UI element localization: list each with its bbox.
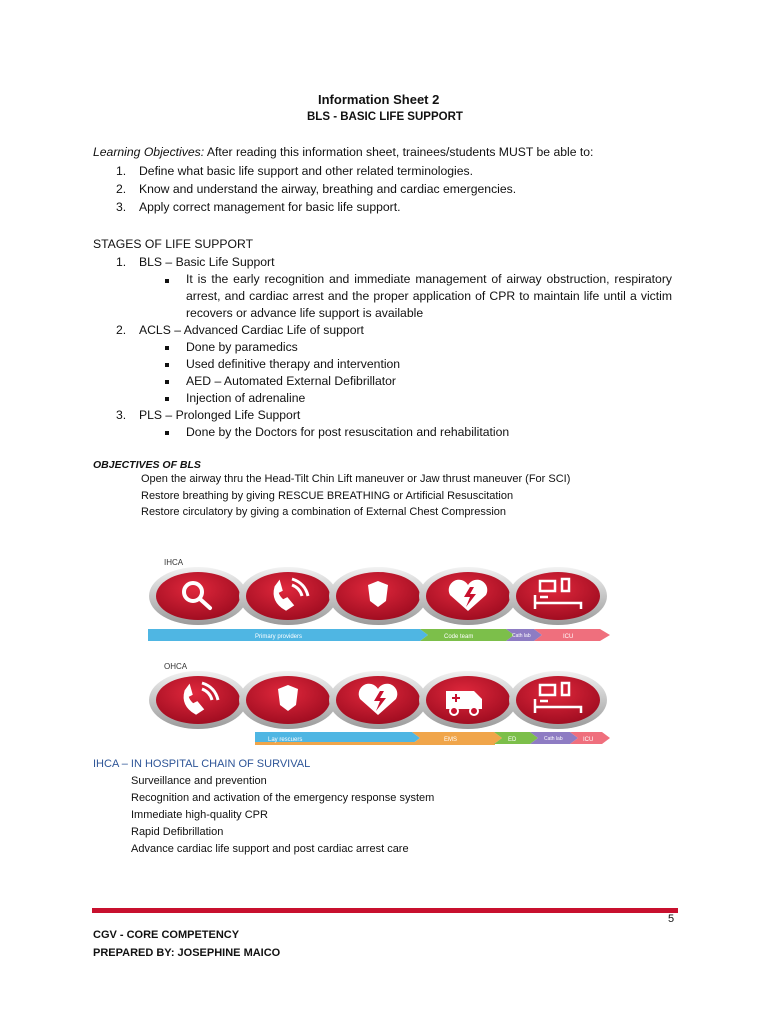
bar-label-cath-lab: Cath lab	[512, 633, 531, 639]
bar-label-code-team: Code team	[444, 634, 474, 640]
ohca-label: OHCA	[164, 662, 188, 671]
bls-objective-line: Restore circulatory by giving a combination of External Chest Compression	[141, 506, 506, 518]
ihca-chain-line: Recognition and activation of the emergency response system	[131, 792, 435, 804]
stage-title: BLS – Basic Life Support	[139, 255, 275, 269]
learning-objectives-label: Learning Objectives:	[93, 145, 205, 159]
bullet-marker	[165, 397, 169, 401]
bullet-marker	[165, 431, 169, 435]
stage-bullet: Done by the Doctors for post resuscitation and rehabilitation	[186, 425, 510, 439]
ihca-provider-bar	[148, 629, 610, 641]
objective-num: 3.	[116, 200, 127, 214]
stage-num: 2.	[116, 323, 127, 337]
ihca-label: IHCA	[164, 558, 184, 567]
stage-bullet: It is the early recognition and immediate management of airway obstruction, respiratory arrest, and cardiac arrest and the proper application of CPR to maintain life until a victim recovers or advance life support is available	[186, 272, 672, 320]
bar-label-primary-providers: Primary providers	[255, 634, 303, 640]
objective-item: Define what basic life support and other related terminologies.	[139, 164, 473, 178]
bullet-marker	[165, 380, 169, 384]
stages-heading: STAGES OF LIFE SUPPORT	[93, 237, 254, 251]
stage-bullet: Injection of adrenaline	[186, 391, 306, 405]
bullet-marker	[165, 279, 169, 283]
chain-of-survival-figure	[0, 545, 768, 755]
bar-label-icu: ICU	[563, 634, 574, 640]
ihca-chain-line: Surveillance and prevention	[131, 775, 267, 787]
stage-num: 3.	[116, 408, 127, 422]
stage-num: 1.	[116, 255, 127, 269]
bar-label-ems: EMS	[444, 737, 458, 743]
bullet-marker	[165, 346, 169, 350]
stage-bullet: AED – Automated External Defibrillator	[186, 374, 396, 388]
ihca-chain-line: Rapid Defibrillation	[131, 826, 224, 838]
footer-prepared-by: PREPARED BY: JOSEPHINE MAICO	[93, 947, 281, 959]
bls-objective-line: Open the airway thru the Head-Tilt Chin Lift maneuver or Jaw thrust maneuver (For SCI)	[141, 473, 571, 485]
ihca-chain-line: Advance cardiac life support and post cardiac arrest care	[131, 843, 409, 855]
stage-bullet: Used definitive therapy and intervention	[186, 357, 401, 371]
bls-objectives-heading: OBJECTIVES OF BLS	[93, 459, 201, 471]
ihca-chain-heading: IHCA – IN HOSPITAL CHAIN OF SURVIVAL	[93, 758, 311, 770]
bullet-marker	[165, 363, 169, 367]
ohca-provider-bar	[255, 732, 610, 745]
stage-bullet: Done by paramedics	[186, 340, 298, 354]
ihca-chain-line: Immediate high-quality CPR	[131, 809, 268, 821]
objective-num: 2.	[116, 182, 127, 196]
objective-item: Know and understand the airway, breathing and cardiac emergencies.	[139, 182, 517, 196]
learning-objectives-text: After reading this information sheet, trainees/students MUST be able to:	[204, 145, 594, 159]
bar-label-icu: ICU	[583, 737, 594, 743]
page-title: Information Sheet 2	[318, 92, 440, 107]
stage-title: PLS – Prolonged Life Support	[139, 408, 301, 422]
objective-num: 1.	[116, 164, 127, 178]
page-number: 5	[668, 913, 675, 925]
footer-competency: CGV - CORE COMPETENCY	[93, 929, 240, 941]
objective-item: Apply correct management for basic life support.	[139, 200, 401, 214]
bar-label-lay-rescuers: Lay rescuers	[268, 737, 303, 743]
bar-label-ed: ED	[508, 737, 517, 743]
stage-title: ACLS – Advanced Cardiac Life of support	[139, 323, 364, 337]
learning-objectives-lead	[93, 145, 593, 159]
bar-label-cath-lab: Cath lab	[544, 736, 563, 742]
footer-divider	[92, 908, 678, 913]
bls-objective-line: Restore breathing by giving RESCUE BREATHING or Artificial Resuscitation	[141, 490, 514, 502]
page-subtitle: BLS - BASIC LIFE SUPPORT	[307, 111, 463, 123]
